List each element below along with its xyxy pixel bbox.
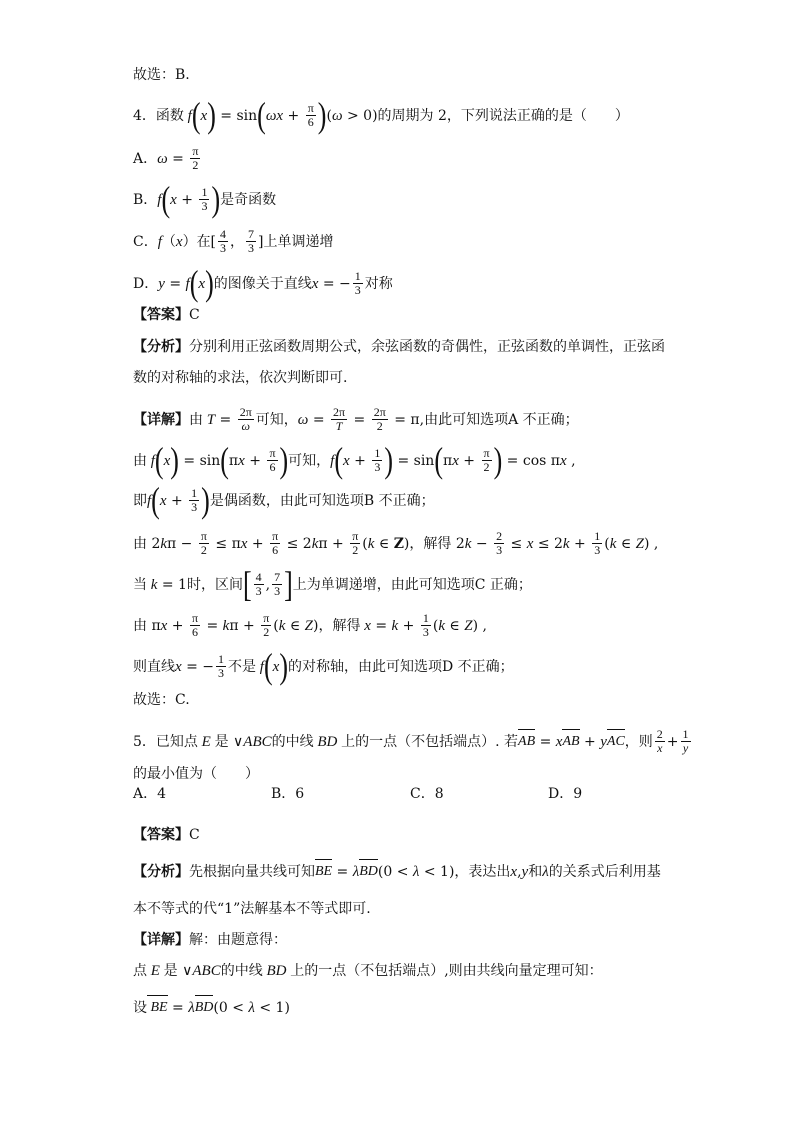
- detail-4-line-1: 【详解】 由 T = $\frac{2\pi}{\omega}$ 可知， ω = $\frac{2\pi}{T}$ = $\frac{2\pi}{2}$ = π , 由此可知选项A 不正确；: [133, 405, 579, 433]
- option-5a: A．4: [133, 786, 167, 802]
- option-b: B． f ( x + $\frac{1}{3}$ ) 是奇函数: [133, 178, 277, 220]
- option-d: D． y = f ( x ) 的图像关于直线 x = − $\frac{1}{3}$ 对称: [133, 262, 393, 304]
- detail-4-line-6: 由 π x + $\frac{\pi}{6}$ = k π + $\frac{\pi}{2}$ ( k ∈ Z ) ，解得 x = k + $\frac{1}{3}$ ( k ∈ Z ) ,: [133, 611, 487, 639]
- detail-5-line-3: 设 BE = λ BD (0 < λ < 1): [133, 1000, 290, 1016]
- answer-choice-prev: 故选：B.: [133, 67, 190, 83]
- detail-5-line-2: 点 E 是 ∨ ABC 的中线 BD 上的一点（不包括端点）,则由共线向量定理可知：: [133, 963, 603, 979]
- detail-4-line-5: 当 k = 1 时，区间 [ $\frac{4}{3}$ , $\frac{7}{3}$ ] 上为单调递增，由此可知选项C 正确；: [133, 563, 532, 605]
- answer-choice-4: 故选：C.: [133, 692, 190, 708]
- question-5-stem-line-1: 5．已知点 E 是 ∨ ABC 的中线 BD 上的一点（不包括端点）. 若 AB = x AB + y AC ，则 $\frac{2}{x}$ + $\frac{1}{y}$: [133, 727, 689, 755]
- answer-5: 【答案】 C: [133, 827, 200, 843]
- analysis-4-line-1: 【分析】 分别利用正弦函数周期公式，余弦函数的奇偶性，正弦函数的单调性，正弦函: [133, 339, 665, 355]
- analysis-4-line-2: 数的对称轴的求法，依次判断即可.: [133, 370, 348, 386]
- option-5b: B．6: [271, 786, 305, 802]
- analysis-5-line-1: 【分析】 先根据向量共线可知 BE = λ BD (0 < λ < 1) ，表达出 x , y 和 λ 的关系式后利用基: [133, 864, 661, 880]
- detail-4-line-2: 由 f ( x ) = sin ( π x + $\frac{\pi}{6}$ ) 可知， f ( x + $\frac{1}{3}$ ) = sin ( π x + $\frac{\pi}{2}$ ) = cos π x ,: [133, 439, 576, 481]
- option-5c: C．8: [410, 786, 444, 802]
- question-4-stem: 4．函数 f ( x ) = sin ( ωx + $\frac{\pi}{6}$ ) ( ω > 0) 的周期为 2，下列说法正确的是（ ）: [133, 94, 629, 136]
- question-5-stem-line-2: 的最小值为（ ）: [133, 766, 259, 782]
- detail-4-line-3: 即 f ( x + $\frac{1}{3}$ ) 是偶函数，由此可知选项B 不正确；: [133, 479, 435, 521]
- option-a: A． ω = $\frac{\pi}{2}$: [133, 144, 199, 172]
- detail-5-line-1: 【详解】 解：由题意得：: [133, 932, 287, 948]
- detail-4-line-4: 由 2 k π − $\frac{\pi}{2}$ ≤ π x + $\frac{\pi}{6}$ ≤ 2 k π + $\frac{\pi}{2}$ ( k ∈ Z ) ，解得 2 k − $\frac{2}{3}$ ≤ x ≤ 2 k + $\frac{1}{3}$ ( k ∈ Z ) ,: [133, 529, 659, 557]
- option-5d: D．9: [548, 786, 583, 802]
- analysis-5-line-2: 本不等式的代“1”法解基本不等式即可.: [133, 901, 371, 917]
- detail-4-line-7: 则直线 x = − $\frac{1}{3}$ 不是 f ( x ) 的对称轴，由此可知选项D 不正确；: [133, 645, 514, 687]
- answer-4: 【答案】 C: [133, 307, 200, 323]
- option-c: C． f （ x ） 在[ $\frac{4}{3}$ ， $\frac{7}{3}$ ]上单调递增: [133, 227, 334, 255]
